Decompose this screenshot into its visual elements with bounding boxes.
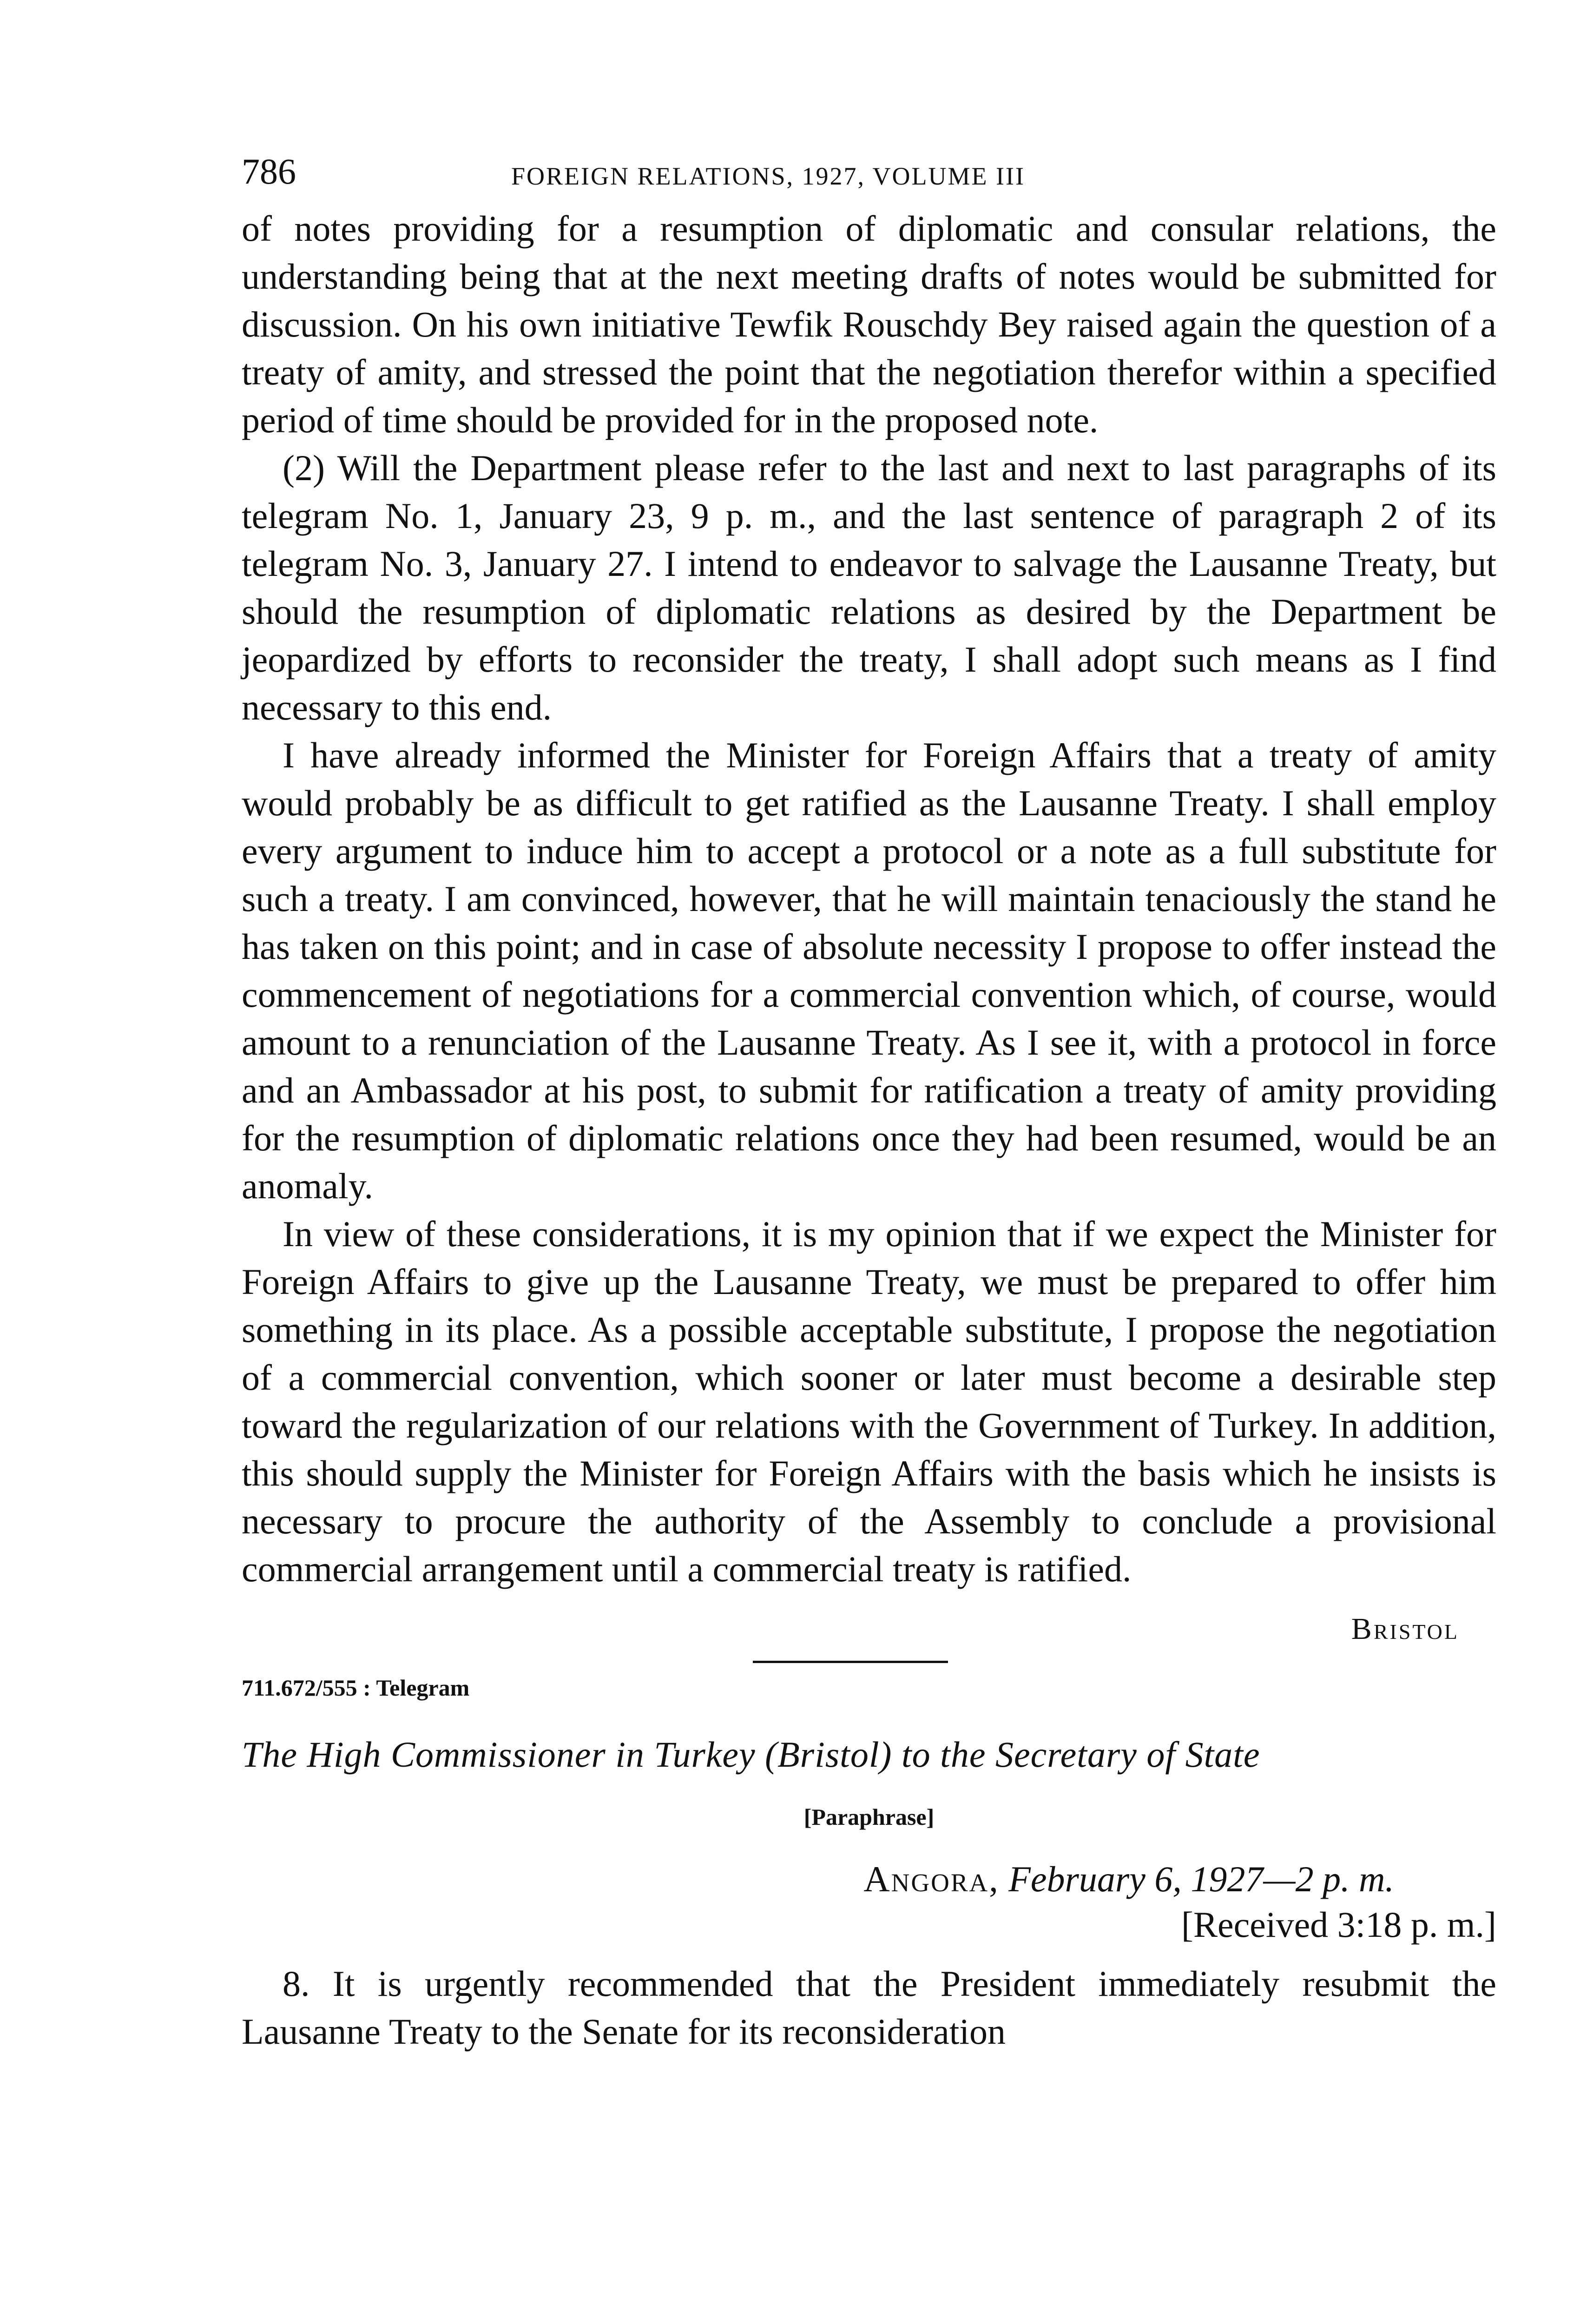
running-title: FOREIGN RELATIONS, 1927, VOLUME III [511,162,1025,190]
dateline-place: Angora, [863,1859,1000,1899]
paragraph-3: I have already informed the Minister for Foreign Affairs that a treaty of amity would probably be as difficult to get ratified as the Lausanne Treaty. I shall employ every argument to induce him to accept a protocol or a note as a full substitute for such a treaty. I am convinced, however, that he will maintain tenaciously the stand he has taken on this point; and in case of absolute necessity I propose to offer instead the commencement of negotiations for a commercial convention which, of course, would amount to a renunciation of the Lausanne Treaty. As I see it, with a protocol in force and an Ambassador at his post, to submit for ratification a treaty of amity providing for the resumption of diplomatic relations once they had been resumed, would be an anomaly. [242,735,1496,1206]
file-reference: 711.672/555 : Telegram [242,1675,470,1701]
section-divider [753,1661,948,1663]
signature: Bristol [1351,1612,1459,1646]
paragraph-continued: of notes providing for a resumption of diplomatic and consular relations, the understanding being that at the next meeting drafts of notes would be submitted for discussion. On his own initiative Tewfik Rouschdy Bey raised again the question of a treaty of amity, and stressed the point that the negotiation therefor within a specified period of time should be provided for in the proposed note. [242,208,1496,440]
dateline [242,1858,1496,1900]
paraphrase-note: [Paraphrase] [803,1804,935,1830]
document-title: The High Commissioner in Turkey (Bristol) to the Secretary of State [242,1734,1260,1775]
body-text-second [242,1960,1496,2055]
body-text [242,205,1496,1593]
paragraph-2: (2) Will the Department please refer to the last and next to last paragraphs of its telegram No. 1, January 23, 9 p. m., and the last sentence of paragraph 2 of its telegram No. 3, January 27. I intend to endeavor to salvage the Lausanne Treaty, but should the resumption of diplomatic relations as desired by the Department be jeopardized by efforts to reconsider the treaty, I shall adopt such means as I find necessary to this end. [242,448,1496,727]
received-time: [Received 3:18 p. m.] [1181,1904,1496,1945]
dateline-date: February 6, 1927—2 p. m. [1008,1859,1394,1899]
running-head [242,153,1496,205]
opening-paragraph: 8. It is urgently recommended that the President immediately resubmit the Lausanne Treaty to the Senate for its reconsideration [242,1963,1496,2052]
paragraph-4: In view of these considerations, it is my opinion that if we expect the Minister for Foreign Affairs to give up the Lausanne Treaty, we must be prepared to offer him something in its place. As a possible acceptable substitute, I propose the negotiation of a commercial convention, which sooner or later must become a desirable step toward the regularization of our relations with the Government of Turkey. In addition, this should supply the Minister for Foreign Affairs with the basis which he insists is necessary to procure the authority of the Assembly to conclude a provisional commercial arrangement until a commercial treaty is ratified. [242,1214,1496,1589]
document-page [242,153,1496,2055]
page-number: 786 [242,151,296,191]
